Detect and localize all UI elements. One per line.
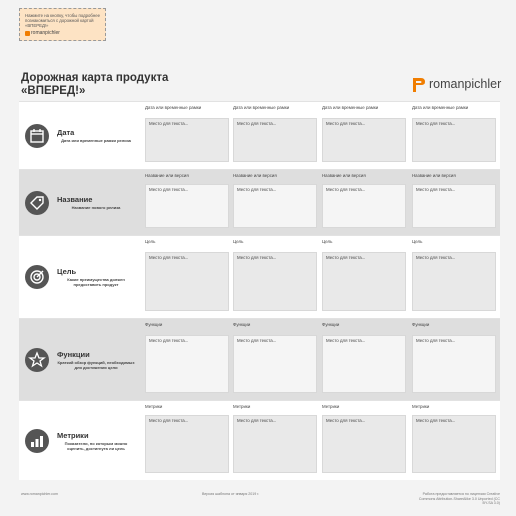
row-header xyxy=(25,170,145,235)
roadmap-cell xyxy=(145,239,229,311)
row-description: Показатели, по которым можно оценить, достигнута ли цель xyxy=(64,440,128,451)
romanpichler-logo-icon xyxy=(412,75,426,93)
roadmap-cell xyxy=(145,404,229,473)
star-icon xyxy=(25,348,49,372)
cell-label: Метрики xyxy=(322,404,340,409)
text-placeholder-field[interactable]: Место для текста... xyxy=(233,335,317,393)
text-placeholder-field[interactable]: Место для текста... xyxy=(322,335,406,393)
cell-label: Дата или временные рамки xyxy=(412,105,469,110)
text-placeholder-field[interactable]: Место для текста... xyxy=(322,118,406,162)
text-placeholder-field[interactable]: Место для текста... xyxy=(322,252,406,311)
roadmap-cell xyxy=(322,105,406,162)
roadmap-cell xyxy=(233,322,317,393)
footer-website: www.romanpichler.com xyxy=(21,492,58,496)
info-note[interactable] xyxy=(19,8,106,41)
text-placeholder-field[interactable]: Место для текста... xyxy=(412,415,496,473)
cell-label: Дата или временные рамки xyxy=(322,105,379,110)
roadmap-grid xyxy=(19,101,500,480)
text-placeholder-field[interactable]: Место для текста... xyxy=(145,118,229,162)
roadmap-row xyxy=(19,169,500,235)
row-header xyxy=(25,319,145,400)
cell-label: Дата или временные рамки xyxy=(145,105,202,110)
cell-label: Цель xyxy=(412,239,423,244)
footer-license: Работа предоставляется по лицензии Creative Commons Attribution-ShareAlike 3.0 Unported (CC BY-SA 3.0) xyxy=(418,492,500,505)
chart-icon xyxy=(25,429,49,453)
text-placeholder-field[interactable]: Место для текста... xyxy=(412,252,496,311)
row-title: Дата xyxy=(57,128,75,137)
roadmap-cell xyxy=(412,404,496,473)
row-header xyxy=(25,236,145,318)
roadmap-cell xyxy=(233,105,317,162)
brand-logo xyxy=(412,75,501,93)
brand-logo-icon xyxy=(25,31,30,36)
cell-label: Название или версия xyxy=(145,173,189,178)
roadmap-cell xyxy=(233,404,317,473)
info-note-text: Нажмите на кнопку, чтобы подробнее познакомиться с дорожной картой «ВПЕРЕД!» xyxy=(25,13,100,28)
row-description: Дата или временные рамки релиза xyxy=(61,138,131,143)
text-placeholder-field[interactable]: Место для текста... xyxy=(322,415,406,473)
tag-icon xyxy=(25,191,49,215)
cell-label: Название или версия xyxy=(322,173,366,178)
cell-label: Метрики xyxy=(233,404,251,409)
cell-label: Цель xyxy=(322,239,333,244)
roadmap-cell xyxy=(145,105,229,162)
text-placeholder-field[interactable]: Место для текста... xyxy=(412,118,496,162)
row-description: Краткий обзор функций, необходимых для достижения цели xyxy=(57,359,135,370)
calendar-icon xyxy=(25,124,49,148)
roadmap-row xyxy=(19,400,500,480)
roadmap-cell xyxy=(145,173,229,228)
target-icon xyxy=(25,265,49,289)
text-placeholder-field[interactable]: Место для текста... xyxy=(145,184,229,228)
roadmap-row xyxy=(19,235,500,318)
cell-label: Цель xyxy=(145,239,156,244)
row-description: Какие преимущества должен предоставить продукт xyxy=(67,277,125,287)
roadmap-cell xyxy=(233,173,317,228)
text-placeholder-field[interactable]: Место для текста... xyxy=(233,118,317,162)
text-placeholder-field[interactable]: Место для текста... xyxy=(233,184,317,228)
row-title: Цель xyxy=(57,267,77,276)
cell-label: Метрики xyxy=(412,404,430,409)
roadmap-row xyxy=(19,318,500,400)
info-note-brand-text: romanpichler xyxy=(31,30,60,36)
text-placeholder-field[interactable]: Место для текста... xyxy=(412,335,496,393)
roadmap-cell xyxy=(322,404,406,473)
cell-label: Цель xyxy=(233,239,244,244)
row-header xyxy=(25,102,145,169)
row-title: Метрики xyxy=(57,430,89,440)
roadmap-cell xyxy=(322,173,406,228)
row-header xyxy=(25,401,145,480)
text-placeholder-field[interactable]: Место для текста... xyxy=(145,335,229,393)
cell-label: Дата или временные рамки xyxy=(233,105,290,110)
cell-label: Название или версия xyxy=(233,173,277,178)
roadmap-cell xyxy=(233,239,317,311)
roadmap-cell xyxy=(322,239,406,311)
roadmap-cell xyxy=(322,322,406,393)
cell-label: Метрики xyxy=(145,404,163,409)
roadmap-cell xyxy=(412,173,496,228)
text-placeholder-field[interactable]: Место для текста... xyxy=(322,184,406,228)
roadmap-row xyxy=(19,101,500,169)
row-description: Название нового релиза xyxy=(71,205,121,210)
text-placeholder-field[interactable]: Место для текста... xyxy=(233,415,317,473)
cell-label: Функции xyxy=(145,322,163,327)
page-title: Дорожная карта продукта «ВПЕРЕД!» xyxy=(21,72,169,97)
text-placeholder-field[interactable]: Место для текста... xyxy=(233,252,317,311)
cell-label: Название или версия xyxy=(412,173,456,178)
text-placeholder-field[interactable]: Место для текста... xyxy=(412,184,496,228)
row-title: Название xyxy=(57,195,93,204)
footer-version: Версия шаблона от января 2019 г. xyxy=(202,492,260,496)
text-placeholder-field[interactable]: Место для текста... xyxy=(145,252,229,311)
roadmap-cell xyxy=(412,239,496,311)
roadmap-cell xyxy=(145,322,229,393)
info-note-brand xyxy=(25,30,100,36)
roadmap-cell xyxy=(412,105,496,162)
row-title: Функции xyxy=(57,349,90,359)
roadmap-cell xyxy=(412,322,496,393)
cell-label: Функции xyxy=(233,322,251,327)
cell-label: Функции xyxy=(322,322,340,327)
text-placeholder-field[interactable]: Место для текста... xyxy=(145,415,229,473)
cell-label: Функции xyxy=(412,322,430,327)
brand-logo-text: romanpichler xyxy=(429,77,502,91)
